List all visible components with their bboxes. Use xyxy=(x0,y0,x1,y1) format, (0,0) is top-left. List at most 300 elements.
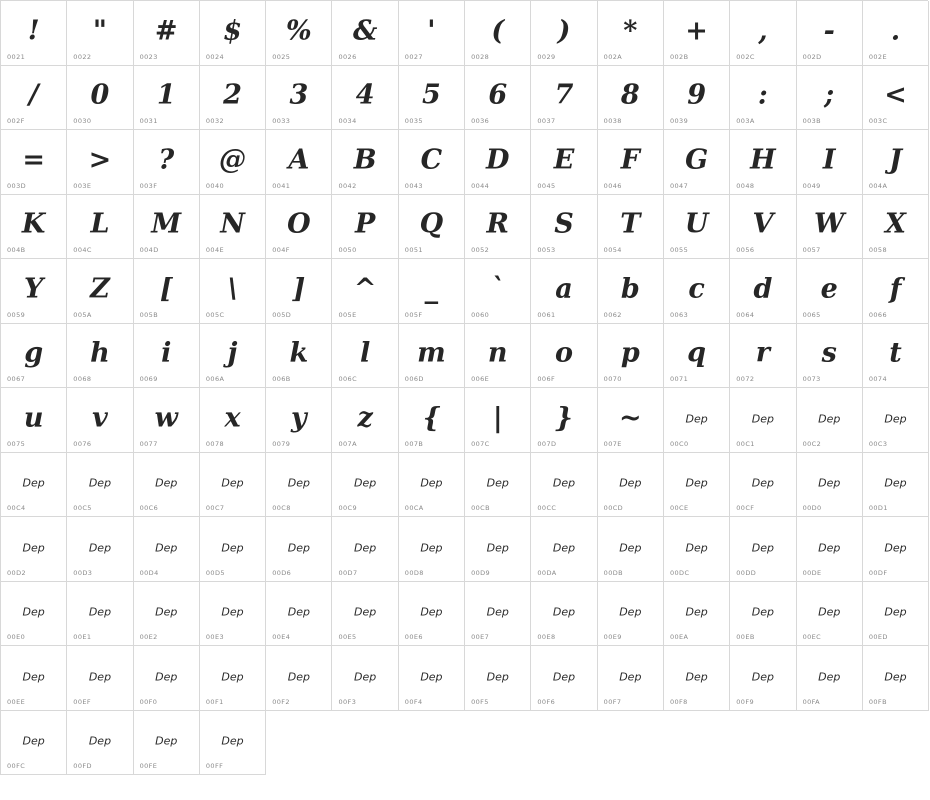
glyph-cell[interactable] xyxy=(531,517,597,582)
glyph-cell[interactable] xyxy=(1,388,67,453)
glyph-character: w xyxy=(154,402,178,434)
glyph-codepoint: 005A xyxy=(73,310,92,319)
glyph-character: o xyxy=(555,337,574,369)
glyph-cell[interactable] xyxy=(465,388,531,453)
glyph-cell[interactable] xyxy=(134,453,200,518)
glyph-codepoint: 00ED xyxy=(868,633,888,641)
glyph-cell[interactable] xyxy=(531,259,597,324)
glyph-cell[interactable] xyxy=(730,130,796,195)
glyph-cell[interactable] xyxy=(797,324,863,389)
glyph-character: ) xyxy=(557,15,571,47)
glyph-cell[interactable] xyxy=(531,1,597,66)
glyph-character: K xyxy=(21,208,46,240)
glyph-codepoint: 00D3 xyxy=(73,568,93,577)
glyph-codepoint: 00D5 xyxy=(205,568,225,577)
glyph-cell[interactable] xyxy=(1,582,67,647)
glyph-cell[interactable] xyxy=(598,388,664,453)
glyph-notdef: Dep xyxy=(818,670,841,684)
glyph-cell[interactable] xyxy=(863,646,929,711)
glyph-notdef: Dep xyxy=(552,670,576,684)
glyph-codepoint: 00F4 xyxy=(404,697,423,706)
glyph-character: ! xyxy=(27,15,40,47)
glyph-cell[interactable] xyxy=(134,711,200,776)
glyph-character: z xyxy=(357,402,373,434)
glyph-cell[interactable] xyxy=(598,130,664,195)
glyph-cell[interactable] xyxy=(664,582,730,647)
glyph-cell[interactable] xyxy=(200,259,266,324)
glyph-codepoint: 0034 xyxy=(338,117,357,125)
glyph-character: B xyxy=(353,144,377,176)
glyph-cell[interactable] xyxy=(730,582,796,647)
glyph-notdef: Dep xyxy=(619,605,642,619)
glyph-cell[interactable] xyxy=(134,646,200,711)
glyph-codepoint: 0050 xyxy=(338,246,357,254)
glyph-cell[interactable] xyxy=(797,582,863,647)
glyph-codepoint: 003E xyxy=(73,181,92,190)
glyph-cell[interactable] xyxy=(730,1,796,66)
glyph-notdef: Dep xyxy=(486,541,509,555)
glyph-cell[interactable] xyxy=(598,195,664,260)
glyph-cell[interactable] xyxy=(399,646,465,711)
glyph-codepoint: 00D7 xyxy=(338,568,358,577)
glyph-cell[interactable] xyxy=(730,388,796,453)
glyph-cell[interactable] xyxy=(465,195,531,260)
glyph-codepoint: 00E5 xyxy=(338,633,357,641)
glyph-codepoint: 0067 xyxy=(7,375,26,383)
glyph-cell[interactable] xyxy=(134,1,200,66)
glyph-cell[interactable] xyxy=(67,324,133,389)
glyph-codepoint: 00FC xyxy=(7,762,26,770)
glyph-cell[interactable] xyxy=(332,324,398,389)
glyph-cell[interactable] xyxy=(598,646,664,711)
glyph-cell[interactable] xyxy=(664,453,730,518)
glyph-character: Z xyxy=(90,273,110,305)
glyph-cell[interactable] xyxy=(598,582,664,647)
glyph-character: $ xyxy=(223,15,242,47)
glyph-cell[interactable] xyxy=(863,582,929,647)
glyph-cell[interactable] xyxy=(266,195,332,260)
glyph-character: 8 xyxy=(620,79,640,111)
glyph-character: s xyxy=(821,337,837,369)
glyph-cell[interactable] xyxy=(134,388,200,453)
glyph-cell[interactable] xyxy=(863,195,929,260)
glyph-notdef: Dep xyxy=(751,541,775,555)
glyph-codepoint: 0049 xyxy=(802,181,821,190)
glyph-codepoint: 0073 xyxy=(802,375,821,383)
glyph-character: U xyxy=(684,208,709,240)
glyph-character: e xyxy=(820,273,838,305)
glyph-character: ? xyxy=(158,144,175,176)
glyph-character: u xyxy=(23,402,44,434)
glyph-codepoint: 0076 xyxy=(73,439,92,448)
glyph-cell[interactable] xyxy=(1,130,67,195)
glyph-codepoint: 00D8 xyxy=(404,568,424,577)
glyph-notdef: Dep xyxy=(685,605,708,619)
glyph-cell[interactable] xyxy=(200,388,266,453)
glyph-cell[interactable] xyxy=(598,453,664,518)
glyph-codepoint: 005C xyxy=(205,310,225,319)
glyph-cell[interactable] xyxy=(664,195,730,260)
glyph-codepoint: 00E4 xyxy=(272,633,291,641)
glyph-cell[interactable] xyxy=(797,195,863,260)
glyph-cell[interactable] xyxy=(266,1,332,66)
glyph-cell[interactable] xyxy=(332,517,398,582)
glyph-cell[interactable] xyxy=(67,130,133,195)
glyph-codepoint: 0063 xyxy=(669,310,689,319)
glyph-cell[interactable] xyxy=(664,66,730,131)
glyph-cell[interactable] xyxy=(332,195,398,260)
glyph-codepoint: 006D xyxy=(404,375,424,383)
glyph-cell[interactable] xyxy=(134,130,200,195)
glyph-notdef: Dep xyxy=(619,670,642,684)
glyph-notdef: Dep xyxy=(88,670,112,684)
glyph-cell[interactable] xyxy=(332,66,398,131)
glyph-cell[interactable] xyxy=(399,1,465,66)
glyph-cell[interactable] xyxy=(730,324,796,389)
glyph-codepoint: 00CD xyxy=(603,504,624,512)
glyph-character: M xyxy=(151,208,182,240)
glyph-cell[interactable] xyxy=(863,517,929,582)
glyph-codepoint: 005F xyxy=(404,310,423,319)
glyph-codepoint: 004C xyxy=(73,246,92,254)
glyph-codepoint: 00C2 xyxy=(802,439,822,448)
glyph-notdef: Dep xyxy=(22,670,45,684)
glyph-notdef: Dep xyxy=(354,541,377,555)
glyph-cell[interactable] xyxy=(399,195,465,260)
glyph-notdef: Dep xyxy=(22,476,45,490)
glyph-notdef: Dep xyxy=(88,476,112,490)
glyph-cell[interactable] xyxy=(200,324,266,389)
glyph-cell[interactable] xyxy=(266,646,332,711)
glyph-notdef: Dep xyxy=(420,476,443,490)
glyph-codepoint: 0052 xyxy=(471,246,490,254)
glyph-cell[interactable] xyxy=(465,517,531,582)
glyph-cell[interactable] xyxy=(664,646,730,711)
glyph-codepoint: 0062 xyxy=(603,310,622,319)
glyph-cell[interactable] xyxy=(266,130,332,195)
glyph-codepoint: 00EB xyxy=(736,633,755,641)
glyph-cell[interactable] xyxy=(1,711,67,776)
glyph-cell[interactable] xyxy=(730,66,796,131)
glyph-cell[interactable] xyxy=(465,582,531,647)
glyph-notdef: Dep xyxy=(818,476,841,490)
glyph-codepoint: 003D xyxy=(7,181,27,190)
glyph-character: G xyxy=(685,144,709,176)
glyph-cell[interactable] xyxy=(67,66,133,131)
glyph-cell[interactable] xyxy=(67,388,133,453)
glyph-cell[interactable] xyxy=(266,324,332,389)
glyph-codepoint: 0025 xyxy=(272,52,291,61)
glyph-cell[interactable] xyxy=(598,517,664,582)
glyph-character: x xyxy=(224,402,241,434)
glyph-cell[interactable] xyxy=(1,1,67,66)
glyph-cell[interactable] xyxy=(863,388,929,453)
glyph-cell[interactable] xyxy=(399,582,465,647)
glyph-notdef: Dep xyxy=(155,476,178,490)
glyph-cell[interactable] xyxy=(730,517,796,582)
glyph-cell[interactable] xyxy=(200,453,266,518)
glyph-notdef: Dep xyxy=(221,605,244,619)
glyph-character: l xyxy=(360,337,371,369)
glyph-cell[interactable] xyxy=(465,66,531,131)
glyph-cell[interactable] xyxy=(399,517,465,582)
glyph-codepoint: 00FB xyxy=(868,697,887,706)
glyph-character: } xyxy=(555,402,573,434)
glyph-codepoint: 0070 xyxy=(603,375,622,383)
glyph-character: a xyxy=(555,273,573,305)
glyph-character: O xyxy=(287,208,311,240)
glyph-codepoint: 0068 xyxy=(73,375,92,383)
glyph-character: S xyxy=(554,208,574,240)
glyph-codepoint: 006F xyxy=(537,375,556,383)
glyph-cell[interactable] xyxy=(598,66,664,131)
glyph-cell[interactable] xyxy=(664,259,730,324)
glyph-character: y xyxy=(290,402,307,434)
glyph-cell[interactable] xyxy=(730,453,796,518)
glyph-codepoint: 004F xyxy=(272,246,290,254)
glyph-codepoint: 0033 xyxy=(272,117,291,125)
glyph-cell[interactable] xyxy=(266,259,332,324)
glyph-character: . xyxy=(890,15,901,47)
glyph-codepoint: 0056 xyxy=(736,246,755,254)
glyph-cell[interactable] xyxy=(399,453,465,518)
glyph-character: J xyxy=(889,144,902,176)
glyph-character: ( xyxy=(491,15,505,47)
glyph-cell[interactable] xyxy=(200,646,266,711)
glyph-cell[interactable] xyxy=(200,130,266,195)
glyph-character: q xyxy=(687,337,707,369)
glyph-character: = xyxy=(22,144,45,176)
glyph-cell[interactable] xyxy=(200,582,266,647)
glyph-cell[interactable] xyxy=(598,259,664,324)
glyph-cell[interactable] xyxy=(67,711,133,776)
glyph-notdef: Dep xyxy=(884,670,907,684)
glyph-notdef: Dep xyxy=(221,670,244,684)
glyph-codepoint: 00D6 xyxy=(272,568,292,577)
glyph-cell[interactable] xyxy=(797,66,863,131)
glyph-cell[interactable] xyxy=(266,582,332,647)
glyph-cell[interactable] xyxy=(399,324,465,389)
glyph-cell[interactable] xyxy=(1,195,67,260)
glyph-cell[interactable] xyxy=(332,453,398,518)
glyph-cell[interactable] xyxy=(399,259,465,324)
glyph-codepoint: 00D1 xyxy=(868,504,888,512)
glyph-notdef: Dep xyxy=(884,541,907,555)
glyph-cell[interactable] xyxy=(863,130,929,195)
glyph-cell[interactable] xyxy=(664,388,730,453)
glyph-cell[interactable] xyxy=(531,453,597,518)
glyph-codepoint: 00F6 xyxy=(537,697,556,706)
glyph-codepoint: 00DF xyxy=(868,568,888,577)
glyph-cell[interactable] xyxy=(200,66,266,131)
glyph-codepoint: 007C xyxy=(471,439,490,448)
glyph-notdef: Dep xyxy=(221,541,244,555)
glyph-cell[interactable] xyxy=(332,646,398,711)
glyph-cell[interactable] xyxy=(531,130,597,195)
glyph-codepoint: 0071 xyxy=(669,375,689,383)
glyph-cell[interactable] xyxy=(67,646,133,711)
glyph-character: I xyxy=(822,144,836,176)
glyph-character: ^ xyxy=(353,273,377,305)
glyph-cell[interactable] xyxy=(531,66,597,131)
glyph-cell[interactable] xyxy=(332,1,398,66)
glyph-notdef: Dep xyxy=(884,476,907,490)
glyph-codepoint: 0032 xyxy=(205,117,225,125)
glyph-cell[interactable] xyxy=(67,1,133,66)
glyph-character: / xyxy=(28,79,39,111)
glyph-cell[interactable] xyxy=(399,66,465,131)
glyph-cell[interactable] xyxy=(664,1,730,66)
glyph-cell[interactable] xyxy=(1,453,67,518)
glyph-cell[interactable] xyxy=(465,453,531,518)
glyph-character: b xyxy=(620,273,640,305)
glyph-character: k xyxy=(289,337,309,369)
glyph-character: _ xyxy=(424,273,439,305)
glyph-cell[interactable] xyxy=(664,324,730,389)
glyph-cell[interactable] xyxy=(797,1,863,66)
glyph-cell[interactable] xyxy=(531,195,597,260)
glyph-cell[interactable] xyxy=(730,259,796,324)
glyph-cell[interactable] xyxy=(266,388,332,453)
glyph-notdef: Dep xyxy=(685,541,708,555)
glyph-codepoint: 00C9 xyxy=(338,504,358,512)
glyph-character: V xyxy=(752,208,774,240)
glyph-codepoint: 00E0 xyxy=(7,633,26,641)
glyph-cell[interactable] xyxy=(200,195,266,260)
glyph-cell[interactable] xyxy=(134,324,200,389)
glyph-character: 2 xyxy=(223,79,242,111)
glyph-cell[interactable] xyxy=(266,453,332,518)
glyph-cell[interactable] xyxy=(67,517,133,582)
glyph-character: & xyxy=(352,15,378,47)
glyph-cell[interactable] xyxy=(134,66,200,131)
glyph-codepoint: 00C5 xyxy=(73,504,92,512)
glyph-cell[interactable] xyxy=(465,259,531,324)
glyph-codepoint: 00D4 xyxy=(139,568,159,577)
glyph-cell[interactable] xyxy=(863,66,929,131)
glyph-cell[interactable] xyxy=(332,388,398,453)
glyph-codepoint: 00FF xyxy=(205,762,224,770)
glyph-cell[interactable] xyxy=(797,646,863,711)
glyph-codepoint: 003B xyxy=(802,117,822,125)
glyph-cell[interactable] xyxy=(797,453,863,518)
glyph-cell[interactable] xyxy=(797,130,863,195)
glyph-cell[interactable] xyxy=(863,453,929,518)
glyph-character: j xyxy=(227,337,238,369)
glyph-cell[interactable] xyxy=(134,195,200,260)
glyph-cell[interactable] xyxy=(134,259,200,324)
glyph-codepoint: 00EA xyxy=(669,633,689,641)
glyph-cell[interactable] xyxy=(134,517,200,582)
glyph-notdef: Dep xyxy=(420,541,443,555)
glyph-cell[interactable] xyxy=(598,324,664,389)
glyph-codepoint: 0061 xyxy=(537,310,556,319)
glyph-codepoint: 00D9 xyxy=(471,568,491,577)
glyph-cell[interactable] xyxy=(465,324,531,389)
glyph-notdef: Dep xyxy=(884,412,907,426)
glyph-cell[interactable] xyxy=(200,711,266,776)
glyph-cell[interactable] xyxy=(200,517,266,582)
glyph-cell[interactable] xyxy=(797,388,863,453)
glyph-cell[interactable] xyxy=(531,324,597,389)
glyph-codepoint: 0066 xyxy=(868,310,888,319)
glyph-cell[interactable] xyxy=(730,195,796,260)
glyph-cell[interactable] xyxy=(67,259,133,324)
glyph-notdef: Dep xyxy=(751,412,775,426)
glyph-notdef: Dep xyxy=(619,541,642,555)
glyph-character: @ xyxy=(219,144,247,176)
glyph-cell[interactable] xyxy=(399,130,465,195)
glyph-codepoint: 00DD xyxy=(736,568,757,577)
glyph-character: ] xyxy=(292,273,306,305)
glyph-cell[interactable] xyxy=(863,324,929,389)
glyph-codepoint: 0053 xyxy=(537,246,556,254)
glyph-cell[interactable] xyxy=(531,582,597,647)
glyph-cell[interactable] xyxy=(1,259,67,324)
glyph-codepoint: 00C1 xyxy=(736,439,755,448)
glyph-cell[interactable] xyxy=(332,259,398,324)
glyph-cell[interactable] xyxy=(863,1,929,66)
glyph-cell[interactable] xyxy=(797,259,863,324)
glyph-codepoint: 0051 xyxy=(404,246,423,254)
glyph-cell[interactable] xyxy=(863,259,929,324)
glyph-character: d xyxy=(753,273,773,305)
glyph-cell[interactable] xyxy=(465,130,531,195)
glyph-cell[interactable] xyxy=(399,388,465,453)
glyph-cell[interactable] xyxy=(1,646,67,711)
glyph-notdef: Dep xyxy=(486,670,509,684)
glyph-cell[interactable] xyxy=(266,66,332,131)
glyph-cell[interactable] xyxy=(332,130,398,195)
glyph-character: + xyxy=(685,15,708,47)
glyph-cell[interactable] xyxy=(1,66,67,131)
glyph-cell[interactable] xyxy=(531,646,597,711)
glyph-cell[interactable] xyxy=(1,324,67,389)
glyph-character: \ xyxy=(227,273,238,305)
glyph-cell[interactable] xyxy=(598,1,664,66)
glyph-codepoint: 00EE xyxy=(7,697,26,706)
glyph-cell[interactable] xyxy=(332,582,398,647)
glyph-notdef: Dep xyxy=(22,605,45,619)
glyph-codepoint: 00E7 xyxy=(471,633,490,641)
glyph-cell[interactable] xyxy=(134,582,200,647)
glyph-cell[interactable] xyxy=(1,517,67,582)
glyph-codepoint: 00C4 xyxy=(7,504,26,512)
glyph-codepoint: 0044 xyxy=(471,181,490,190)
glyph-cell[interactable] xyxy=(797,517,863,582)
glyph-cell[interactable] xyxy=(67,453,133,518)
glyph-codepoint: 00F9 xyxy=(736,697,755,706)
glyph-notdef: Dep xyxy=(486,476,509,490)
glyph-notdef: Dep xyxy=(685,670,708,684)
glyph-cell[interactable] xyxy=(67,582,133,647)
glyph-codepoint: 00F7 xyxy=(603,697,622,706)
glyph-cell[interactable] xyxy=(664,130,730,195)
glyph-character: 5 xyxy=(422,79,441,111)
glyph-cell[interactable] xyxy=(531,388,597,453)
glyph-cell[interactable] xyxy=(67,195,133,260)
glyph-character: ` xyxy=(490,273,505,305)
glyph-character: E xyxy=(553,144,575,176)
glyph-cell[interactable] xyxy=(266,517,332,582)
glyph-notdef: Dep xyxy=(818,412,841,426)
glyph-cell[interactable] xyxy=(200,1,266,66)
glyph-cell[interactable] xyxy=(730,646,796,711)
glyph-cell[interactable] xyxy=(664,517,730,582)
glyph-codepoint: 0047 xyxy=(669,181,689,190)
glyph-cell[interactable] xyxy=(465,1,531,66)
glyph-cell[interactable] xyxy=(465,646,531,711)
